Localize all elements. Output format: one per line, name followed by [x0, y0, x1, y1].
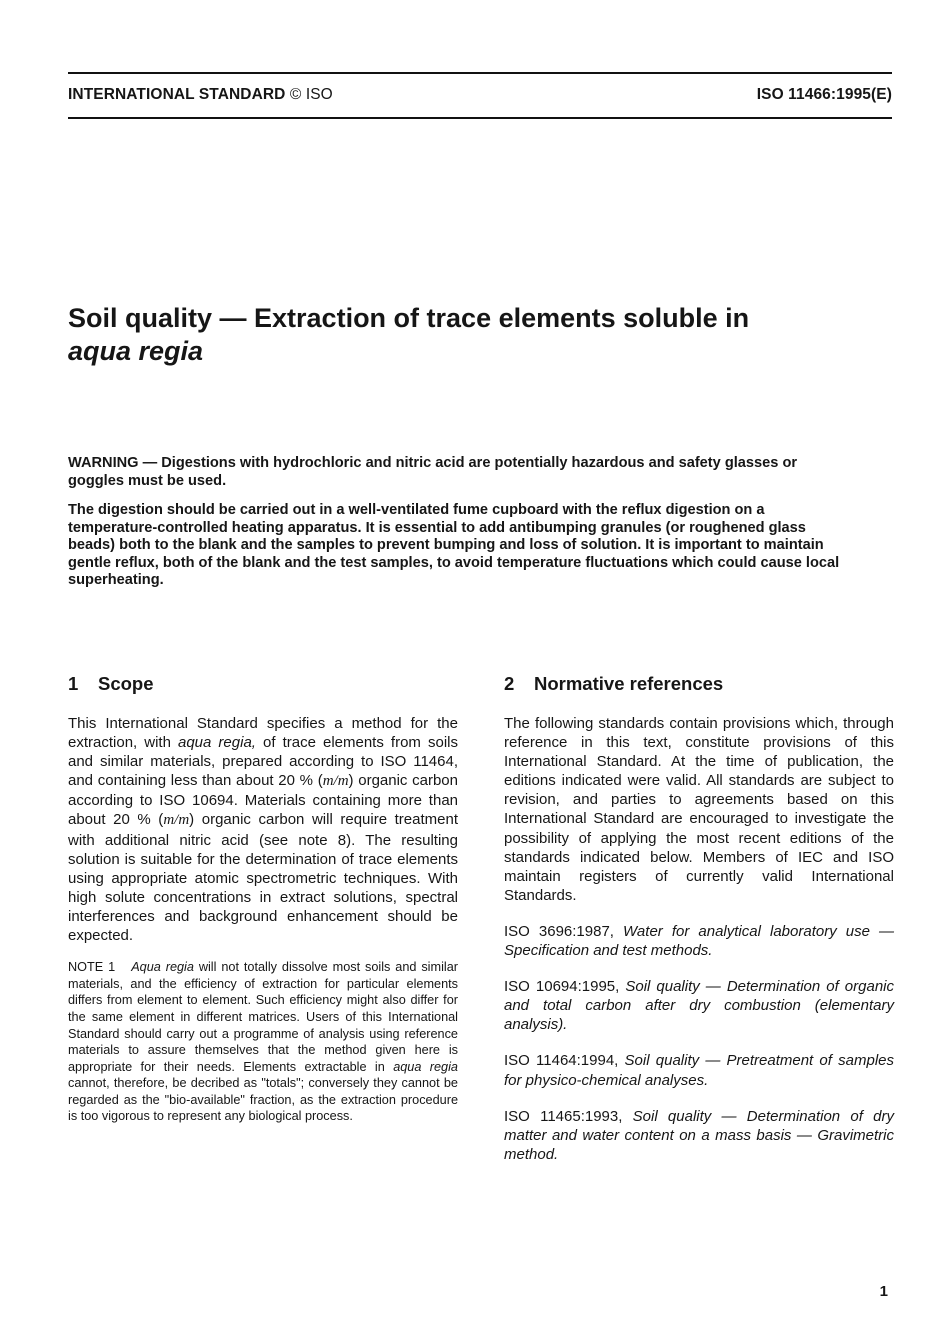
page-number: 1	[879, 1283, 888, 1300]
header-standard-text: INTERNATIONAL STANDARD	[68, 86, 286, 103]
title-line-1: Soil quality — Extraction of trace elements soluble in	[68, 303, 750, 333]
header-document-id: ISO 11466:1995(E)	[756, 86, 892, 103]
normative-heading-text: Normative references	[534, 673, 724, 694]
header-bottom-rule	[68, 117, 892, 119]
reference-title: Soil quality — Determination of dry matter and water content on a mass basis — Gravimetric method.	[504, 1107, 895, 1163]
note-text-a: Aqua regia	[131, 960, 194, 975]
scope-text-c: of trace elements from soils and similar materials, prepared according to ISO 11464, and containing less than about 20 % (	[68, 734, 458, 790]
scope-heading-text: Scope	[98, 673, 154, 694]
scope-text-e: ) organic carbon according to ISO 10694. Materials containing more than about 20 % (	[68, 772, 458, 829]
reference-item	[504, 922, 894, 960]
scope-text-b: aqua regia,	[178, 734, 256, 752]
scope-text-f: m/m	[163, 812, 190, 829]
reference-title: Soil quality — Determination of organic and total carbon after dry combustion (elementary analysis).	[504, 978, 894, 1034]
warning-paragraph: WARNING — Digestions with hydrochloric and nitric acid are potentially hazardous and safety glasses or goggles must be used.	[68, 455, 798, 489]
header-standard-label	[68, 86, 333, 104]
reference-item	[504, 977, 894, 1034]
scope-section	[68, 672, 458, 1125]
reference-code: ISO 10694:1995,	[504, 978, 626, 996]
normative-number: 2	[504, 673, 515, 694]
document-title	[68, 302, 892, 368]
reference-title: Water for analytical laboratory use — Specification and test methods.	[504, 922, 895, 960]
normative-heading	[504, 672, 894, 696]
reference-code: ISO 3696:1987,	[504, 922, 624, 940]
reference-item	[504, 1051, 894, 1089]
scope-note	[68, 959, 458, 1125]
reference-code: ISO 11464:1994,	[504, 1052, 625, 1070]
scope-heading	[68, 672, 458, 696]
title-line-2: aqua regia	[68, 336, 204, 366]
scope-text-d: m/m	[322, 773, 349, 790]
note-text-b: will not totally dissolve most soils and similar materials, and the efficiency of extraction for particular elements differs from element to element. Such efficiency might also differ for the same element in different matrices. Users of this International Standard should carry out a programme of analysis using reference materials to assure themselves that the method given here is appropriate for their needs. Elements extractable in	[68, 960, 458, 1074]
scope-paragraph	[68, 714, 458, 945]
scope-number: 1	[68, 673, 79, 694]
note-text-c: aqua regia	[393, 1059, 458, 1074]
reference-code: ISO 11465:1993,	[504, 1107, 633, 1125]
header-copyright: © ISO	[289, 86, 333, 103]
scope-text-g: ) organic carbon will require treatment with additional nitric acid (see note 8). The resulting solution is suitable for the determination of trace elements using appropriate atomic spectrometric techniques. With high solute concentrations in extract solutions, spectral interferences and background enhancement should be expected.	[68, 811, 459, 945]
digestion-paragraph: The digestion should be carried out in a well-ventilated fume cupboard with the reflux digestion on a temperature-controlled heating apparatus. It is essential to add antibumping granules (or roughened glass beads) both to the blank and the samples to prevent bumping and loss of solution. It is important to maintain gentle reflux, both of the blank and the test samples, to avoid temperature fluctuations which could cause local superheating.	[68, 502, 840, 589]
normative-references-section	[504, 672, 894, 1181]
note-label: NOTE 1	[68, 960, 116, 975]
reference-title: Soil quality — Pretreatment of samples for physico-chemical analyses.	[504, 1052, 894, 1089]
reference-item	[504, 1107, 894, 1164]
normative-intro: The following standards contain provisions which, through reference in this text, constitute provisions of this International Standard. At the time of publication, the editions indicated were valid. All standards are subject to revision, and parties to agreements based on this International Standard are encouraged to investigate the possibility of applying the most recent editions of the standards indicated below. Members of IEC and ISO maintain registers of currently valid International Standards.	[504, 715, 894, 904]
note-text-d: cannot, therefore, be decribed as "totals"; conversely they cannot be regarded as the "bio-available" fraction, as the extraction procedure is too vigorous to represent any biological process.	[68, 1076, 458, 1124]
header-top-rule	[68, 72, 892, 74]
scope-text-a: This International Standard specifies a method for the extraction, with	[68, 715, 458, 752]
